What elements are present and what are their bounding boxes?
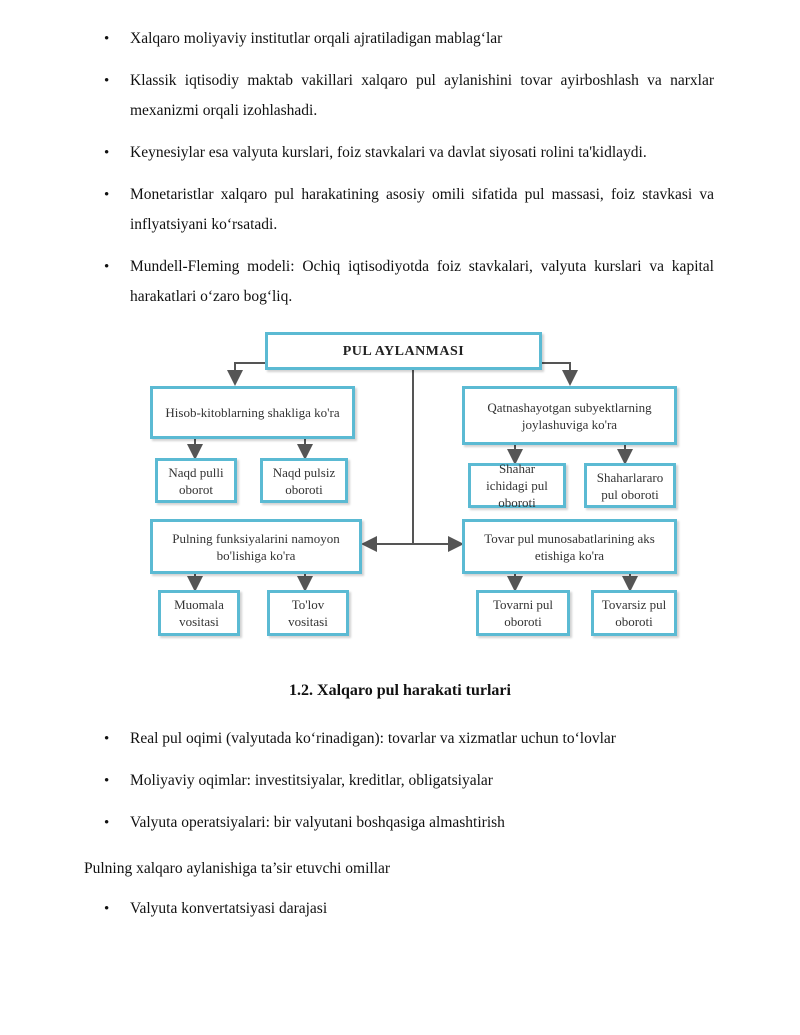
bullet-item [104,766,714,796]
bullet-text: Valyuta konvertatsiyasi darajasi [130,900,328,917]
box-medium-of-circulation: Muomala vositasi [158,590,240,636]
box-by-commodity-money-relations: Tovar pul munosabatlarining aks etishiga ko'ra [462,519,677,574]
money-circulation-diagram [140,326,690,646]
box-by-participant-location: Qatnashayotgan subyektlarning joylashuviga ko'ra [462,386,677,445]
bullet-text: Real pul oqimi (valyutada ko‘rinadigan): tovarlar va xizmatlar uchun to‘lovlar [130,730,616,747]
bullet-dot: • [104,145,110,161]
bullet-text: Klassik iqtisodiy maktab vakillari xalqaro pul aylanishini tovar ayirboshlash va narxlar mexanizmi orqali izohlashadi. [130,72,714,119]
bullet-text: Valyuta operatsiyalari: bir valyutani boshqasiga almashtirish [130,814,505,831]
bullet-item [104,808,714,838]
bullet-item [104,66,714,126]
section-heading: 1.2. Xalqaro pul harakati turlari [289,682,511,699]
box-cash-turnover: Naqd pulli oborot [155,458,237,503]
bullet-item [104,24,714,54]
bullet-text: Moliyaviy oqimlar: investitsiyalar, kreditlar, obligatsiyalar [130,772,493,789]
bullet-item [104,180,714,240]
bullet-dot: • [104,73,110,89]
body-paragraph: Pulning xalqaro aylanishiga ta’sir etuvchi omillar [84,860,391,877]
bullet-dot: • [104,773,110,789]
bullet-text: Monetaristlar xalqaro pul harakatining asosiy omili sifatida pul massasi, foiz stavkasi va inflyatsiyani ko‘rsatadi. [130,186,714,233]
box-intercity-turnover: Shaharlararo pul oboroti [584,463,676,508]
box-means-of-payment: To'lov vositasi [267,590,349,636]
box-noncash-turnover: Naqd pulsiz oboroti [260,458,348,503]
bullet-item [104,724,714,754]
bullet-text: Mundell-Fleming modeli: Ochiq iqtisodiyotda foiz stavkalari, valyuta kurslari va kapital harakatlari o‘zaro bog‘liq. [130,258,714,305]
bullet-text: Keynesiylar esa valyuta kurslari, foiz stavkalari va davlat siyosati rolini ta'kidlaydi. [130,144,647,161]
bullet-dot: • [104,259,110,275]
box-noncommodity-turnover: Tovarsiz pul oboroti [591,590,677,636]
bullet-text: Xalqaro moliyaviy institutlar orqali ajratiladigan mablag‘lar [130,30,503,47]
bullet-item [104,894,714,924]
bullet-item [104,138,714,168]
box-by-money-functions: Pulning funksiyalarini namoyon bo'lishiga ko'ra [150,519,362,574]
bullet-dot: • [104,187,110,203]
box-commodity-turnover: Tovarni pul oboroti [476,590,570,636]
box-by-payment-form: Hisob-kitoblarning shakliga ko'ra [150,386,355,439]
box-intracity-turnover: Shahar ichidagi pul oboroti [468,463,566,508]
diagram-title-box: PUL AYLANMASI [265,332,542,370]
bullet-dot: • [104,31,110,47]
bullet-dot: • [104,731,110,747]
bullet-dot: • [104,901,110,917]
bullet-item [104,252,714,312]
bullet-dot: • [104,815,110,831]
